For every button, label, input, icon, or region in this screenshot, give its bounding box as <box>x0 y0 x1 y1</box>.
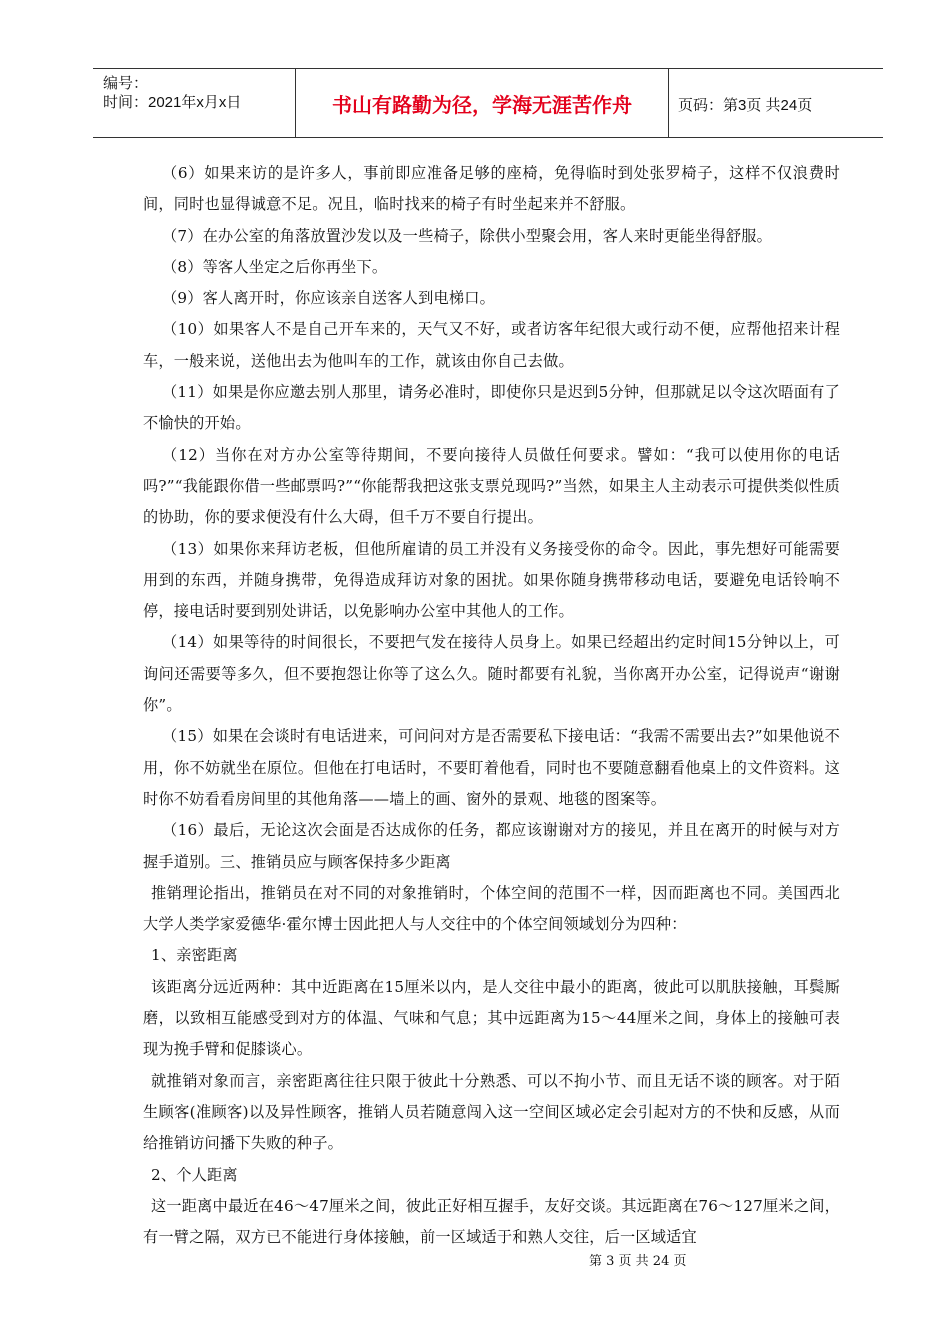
section-heading-personal: 2、个人距离 <box>151 1165 238 1184</box>
paragraph-10: （10）如果客人不是自己开车来的，天气又不好，或者访客年纪很大或行动不便，应帮他招来计程车，一般来说，送他出去为他叫车的工作，就该由你自己去做。 <box>143 320 840 370</box>
paragraph-6: （6）如果来访的是许多人，事前即应准备足够的座椅，免得临时到处张罗椅子，这样不仅浪费时间，同时也显得诚意不足。况且，临时找来的椅子有时坐起来并不舒服。 <box>143 164 840 214</box>
paragraph-11: （11）如果是你应邀去别人那里，请务必准时，即使你只是迟到5分钟，但那就足以令这次晤面有了不愉快的开始。 <box>143 383 840 433</box>
header-meta-cell <box>93 69 295 137</box>
number-label: 编号： <box>103 75 149 92</box>
paragraph-personal-distance: 这一距离中最近在46～47厘米之间，彼此正好相互握手，友好交谈。其远距离在76～127厘米之间，有一臂之隔，双方已不能进行身体接触，前一区域适于和熟人交往，后一区域适宜 <box>143 1196 840 1247</box>
time-label: 时间：2021年x月x日 <box>103 94 242 111</box>
page-code: 页码：第3页 共24页 <box>678 97 813 114</box>
section-heading-intimate: 1、亲密距离 <box>151 946 238 965</box>
paragraph-14: （14）如果等待的时间很长，不要把气发在接待人员身上。如果已经超出约定时间15分钟以上，可询问还需要等多久，但不要抱怨让你等了这么久。随时都要有礼貌，当你离开办公室，记得说声“谢谢你”。 <box>143 633 840 715</box>
paragraph-15: （15）如果在会谈时有电话进来，可问问对方是否需要私下接电话：“我需不需要出去?”如果他说不用，你不妨就坐在原位。但他在打电话时，不要盯着他看，同时也不要随意翻看他桌上的文件资料。这时你不妨看看房间里的其他角落——墙上的画、窗外的景观、地毯的图案等。 <box>143 727 840 808</box>
document-body <box>143 158 840 1253</box>
paragraph-13: （13）如果你来拜访老板，但他所雇请的员工并没有义务接受你的命令。因此，事先想好可能需要用到的东西，并随身携带，免得造成拜访对象的困扰。如果你随身携带移动电话，要避免电话铃响不停，接电话时要到别处讲话，以免影响办公室中其他人的工作。 <box>143 539 840 621</box>
paragraph-12: （12）当你在对方办公室等待期间，不要向接待人员做任何要求。譬如：“我可以使用你的电话吗?”“我能跟你借一些邮票吗?”“你能帮我把这张支票兑现吗?”当然，如果主人主动表示可提供类似性质的协助，你的要求便没有什么大碍，但千万不要自行提出。 <box>143 445 840 527</box>
header-motto-cell <box>295 69 669 137</box>
motto-text: 书山有路勤为径，学海无涯苦作舟 <box>332 93 632 117</box>
paragraph-theory: 推销理论指出，推销员在对不同的对象推销时，个体空间的范围不一样，因而距离也不同。美国西北大学人类学家爱德华·霍尔博士因此把人与人交往中的个体空间领域划分为四种： <box>143 883 840 934</box>
paragraph-8: （8）等客人坐定之后你再坐下。 <box>162 257 388 276</box>
paragraph-intimate-distance: 该距离分远近两种：其中近距离在15厘米以内，是人交往中最小的距离，彼此可以肌肤接触，耳鬓厮磨，以致相互能感受到对方的体温、气味和气息；其中远距离为15～44厘米之间，身体上的接触可表现为挽手臂和促膝谈心。 <box>143 977 840 1059</box>
paragraph-16: （16）最后，无论这次会面是否达成你的任务，都应该谢谢对方的接见，并且在离开的时候与对方握手道别。三、推销员应与顾客保持多少距离 <box>143 821 840 871</box>
paragraph-7: （7）在办公室的角落放置沙发以及一些椅子，除供小型聚会用，客人来时更能坐得舒服。 <box>162 226 772 245</box>
paragraph-intimate-sales: 就推销对象而言，亲密距离往往只限于彼此十分熟悉、可以不拘小节、而且无话不谈的顾客。对于陌生顾客(准顾客)以及异性顾客，推销人员若随意闯入这一空间区域必定会引起对方的不快和反感，从而给推销访问播下失败的种子。 <box>143 1071 840 1153</box>
footer-page-number: 第 3 页 共 24 页 <box>589 1254 687 1269</box>
paragraph-9: （9）客人离开时，你应该亲自送客人到电梯口。 <box>162 289 496 308</box>
document-header <box>93 68 883 138</box>
header-page-cell <box>668 69 883 137</box>
